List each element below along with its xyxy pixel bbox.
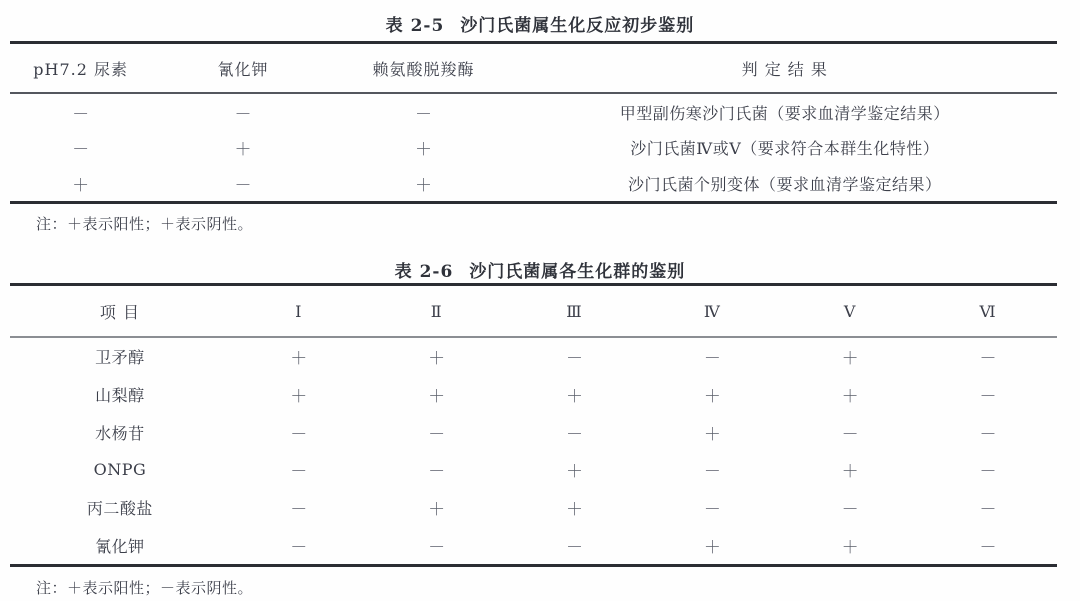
table1-cell-urea: － (72, 105, 90, 126)
table2-row-label: ONPG (93, 460, 147, 480)
table2-title (0, 257, 1080, 282)
table2-cell: ＋ (290, 387, 308, 407)
table2-cell: － (703, 500, 721, 521)
table2-header-item: 项 目 (99, 302, 140, 322)
table1-note: 注：＋表示阳性；＋表示阴性。 (36, 215, 254, 233)
table2-cell: － (565, 349, 583, 370)
table-row (10, 526, 1057, 564)
table1-header-kcn: 氰化钾 (217, 59, 269, 79)
table-row (10, 338, 1057, 376)
table1-header-result: 判 定 结 果 (741, 59, 828, 79)
table1-body (10, 95, 1057, 201)
table2-cell: － (565, 537, 583, 558)
table2-row-label: 氰化钾 (95, 536, 145, 556)
table1-bottom-rule (10, 201, 1057, 204)
table2-row-label: 水杨苷 (95, 423, 145, 443)
table-row (10, 130, 1057, 165)
table1-title-number: 表 2-5 (385, 16, 445, 36)
table2-body (10, 338, 1057, 564)
table2-cell: ＋ (565, 500, 583, 521)
table2-cell: － (979, 387, 997, 407)
table1-cell-kcn: － (234, 175, 252, 196)
table1-cell-ldc: ＋ (415, 140, 433, 161)
table2-header-group4: Ⅳ (703, 301, 721, 321)
table2-row-label: 山梨醇 (95, 386, 145, 405)
table2-header-group5: Ⅴ (843, 301, 857, 321)
table2-cell: － (290, 424, 308, 445)
table1-title (0, 11, 1080, 36)
table2-cell: ＋ (428, 500, 446, 521)
table2-cell: ＋ (290, 349, 308, 370)
table2-cell: － (290, 462, 308, 483)
table2-cell: － (428, 537, 446, 558)
table2-cell: － (565, 424, 583, 445)
table1-cell-ldc: ＋ (415, 175, 433, 196)
table1-header-urea: pH7.2 尿素 (33, 59, 129, 79)
table2-cell: － (703, 349, 721, 370)
table2-cell: － (979, 424, 997, 445)
table2-cell: ＋ (841, 349, 859, 370)
table1-header-row (10, 44, 1057, 92)
table2-cell: ＋ (841, 387, 859, 407)
table-row (10, 489, 1057, 527)
table2-cell: ＋ (428, 349, 446, 370)
table2-cell: ＋ (565, 387, 583, 407)
table2-title-number: 表 2-6 (394, 262, 454, 282)
table-row (10, 95, 1057, 130)
table2-row-label: 卫矛醇 (95, 348, 145, 368)
table2-cell: ＋ (565, 462, 583, 483)
table2-cell: － (428, 424, 446, 445)
table2-cell: ＋ (841, 462, 859, 483)
table2-cell: － (979, 462, 997, 483)
table1-cell-result: 沙门氏菌个别变体（要求血清学鉴定结果） (628, 174, 942, 194)
table-row (10, 166, 1057, 201)
table2-header-group3: Ⅲ (566, 301, 583, 321)
table2-cell: － (428, 462, 446, 483)
table2-header-group1: Ⅰ (295, 301, 303, 321)
table2-note: 注：＋表示阳性；－表示阴性。 (36, 579, 254, 597)
table2-header-group2: Ⅱ (430, 301, 443, 321)
table1-cell-ldc: － (415, 105, 433, 126)
table2-cell: ＋ (703, 424, 721, 445)
table2-cell: － (841, 424, 859, 445)
table2-title-text: 沙门氏菌属各生化群的鉴别 (469, 262, 686, 282)
table1-title-text: 沙门氏菌属生化反应初步鉴别 (460, 16, 695, 36)
table2-cell: － (979, 500, 997, 521)
table1-cell-urea: － (72, 140, 90, 161)
table-row (10, 413, 1057, 451)
table1-cell-result: 甲型副伤寒沙门氏菌（要求血清学鉴定结果） (619, 104, 950, 124)
table1-cell-urea: ＋ (72, 175, 90, 196)
table1-header-ldc: 赖氨酸脱羧酶 (372, 59, 475, 79)
table1-cell-kcn: ＋ (234, 140, 252, 161)
table1-cell-kcn: － (234, 105, 252, 126)
table2-cell: ＋ (428, 387, 446, 407)
table1-cell-result: 沙门氏菌Ⅳ或Ⅴ（要求符合本群生化特性） (630, 139, 940, 159)
table-row (10, 451, 1057, 489)
table2-header-row (10, 286, 1057, 336)
table-row (10, 376, 1057, 414)
table2-row-label: 丙二酸盐 (86, 499, 153, 519)
table2-bottom-rule (10, 564, 1057, 567)
table2-cell: － (290, 537, 308, 558)
table2-cell: － (979, 349, 997, 370)
table2-cell: ＋ (703, 387, 721, 407)
table2-cell: － (703, 462, 721, 483)
table1-header-rule (10, 92, 1057, 94)
table2-header-group6: Ⅵ (979, 301, 997, 321)
table2-cell: － (841, 500, 859, 521)
table2-cell: ＋ (841, 537, 859, 558)
table2-cell: － (290, 500, 308, 521)
table2-cell: － (979, 537, 997, 558)
table2-cell: ＋ (703, 537, 721, 558)
